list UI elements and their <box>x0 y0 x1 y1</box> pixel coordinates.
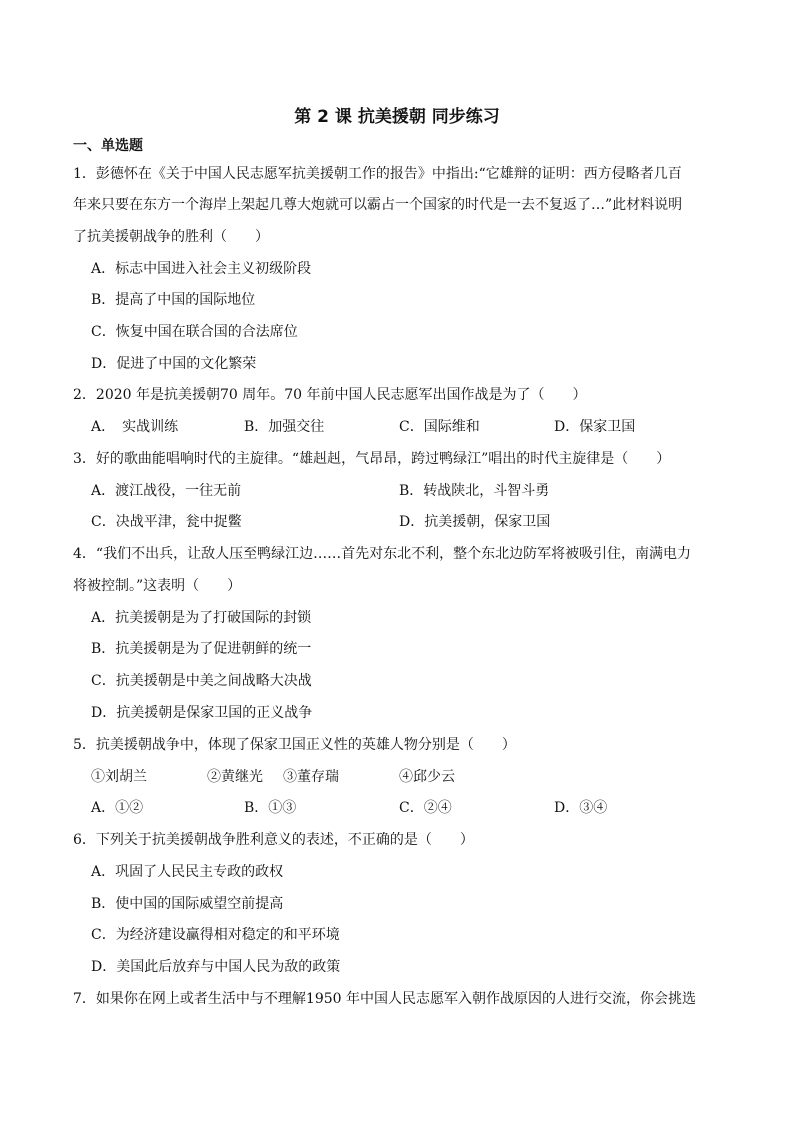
q4-option-a[interactable]: A．抗美援朝是为了打破国际的封锁 <box>91 610 312 626</box>
q1-stem-line-3: 了抗美援朝战争的胜利（ ） <box>73 229 269 245</box>
q3-option-d[interactable]: D．抗美援朝，保家卫国 <box>399 514 551 530</box>
q2-option-b[interactable]: B．加强交往 <box>244 419 325 435</box>
q4-option-c[interactable]: C．抗美援朝是中美之间战略大决战 <box>91 673 312 689</box>
q5-item-1: ①刘胡兰 <box>91 769 147 785</box>
q1-option-b[interactable]: B．提高了中国的国际地位 <box>91 292 256 308</box>
q6-option-a[interactable]: A．巩固了人民民主专政的政权 <box>91 864 284 880</box>
q3-option-b[interactable]: B．转战陕北，斗智斗勇 <box>399 483 550 499</box>
page-title: 第 2 课 抗美援朝 同步练习 <box>294 107 500 127</box>
q4-stem-line-1: 4．“我们不出兵，让敌人压至鸭绿江边……首先对东北不利，整个东北边防军将被吸引住，南满电力 <box>73 546 692 562</box>
q5-item-3: ③董存瑞 <box>283 769 339 785</box>
q1-option-a[interactable]: A．标志中国进入社会主义初级阶段 <box>91 261 312 277</box>
q5-item-2: ②黄继光 <box>207 769 263 785</box>
q5-item-4: ④邱少云 <box>399 769 455 785</box>
q7-stem-line-1: 7．如果你在网上或者生活中与不理解1950 年中国人民志愿军入朝作战原因的人进行交流，你会挑选 <box>73 991 696 1007</box>
q1-stem-line-2: 年来只要在东方一个海岸上架起几尊大炮就可以霸占一个国家的时代是一去不复返了…”此材料说明 <box>73 197 683 213</box>
q5-option-b[interactable]: B．①③ <box>244 800 297 816</box>
q6-option-d[interactable]: D．美国此后放弃与中国人民为敌的政策 <box>91 959 341 975</box>
q5-option-c[interactable]: C．②④ <box>399 800 452 816</box>
q2-option-c[interactable]: C．国际维和 <box>399 419 480 435</box>
q4-option-b[interactable]: B．抗美援朝是为了促进朝鲜的统一 <box>91 641 312 657</box>
q5-option-d[interactable]: D．③④ <box>554 800 608 816</box>
q6-option-c[interactable]: C．为经济建设赢得相对稳定的和平环境 <box>91 927 340 943</box>
q4-stem-line-2: 将被控制。”这表明（ ） <box>73 578 242 594</box>
q2-stem: 2．2020 年是抗美援朝70 周年。70 年前中国人民志愿军出国作战是为了（ ） <box>73 387 587 403</box>
q3-option-c[interactable]: C．决战平津，瓮中捉鳖 <box>91 514 242 530</box>
q3-stem: 3．好的歌曲能唱响时代的主旋律。“雄赳赳，气昂昂，跨过鸭绿江”唱出的时代主旋律是（ ） <box>73 451 671 467</box>
q6-stem: 6．下列关于抗美援朝战争胜利意义的表述，不正确的是（ ） <box>73 832 474 848</box>
q1-option-c[interactable]: C．恢复中国在联合国的合法席位 <box>91 324 298 340</box>
section-heading: 一、单选题 <box>73 138 143 154</box>
q4-option-d[interactable]: D．抗美援朝是保家卫国的正义战争 <box>91 705 313 721</box>
q2-option-a[interactable]: A． 实战训练 <box>91 419 179 435</box>
q5-option-a[interactable]: A．①② <box>91 800 144 816</box>
q1-stem-line-1: 1．彭德怀在《关于中国人民志愿军抗美援朝工作的报告》中指出:“它雄辩的证明：西方侵略者几百 <box>73 166 682 182</box>
q5-stem: 5．抗美援朝战争中，体现了保家卫国正义性的英雄人物分别是（ ） <box>73 737 516 753</box>
q6-option-b[interactable]: B．使中国的国际威望空前提高 <box>91 896 284 912</box>
q3-option-a[interactable]: A．渡江战役，一往无前 <box>91 483 242 499</box>
q2-option-d[interactable]: D．保家卫国 <box>554 419 636 435</box>
q1-option-d[interactable]: D．促进了中国的文化繁荣 <box>91 356 257 372</box>
